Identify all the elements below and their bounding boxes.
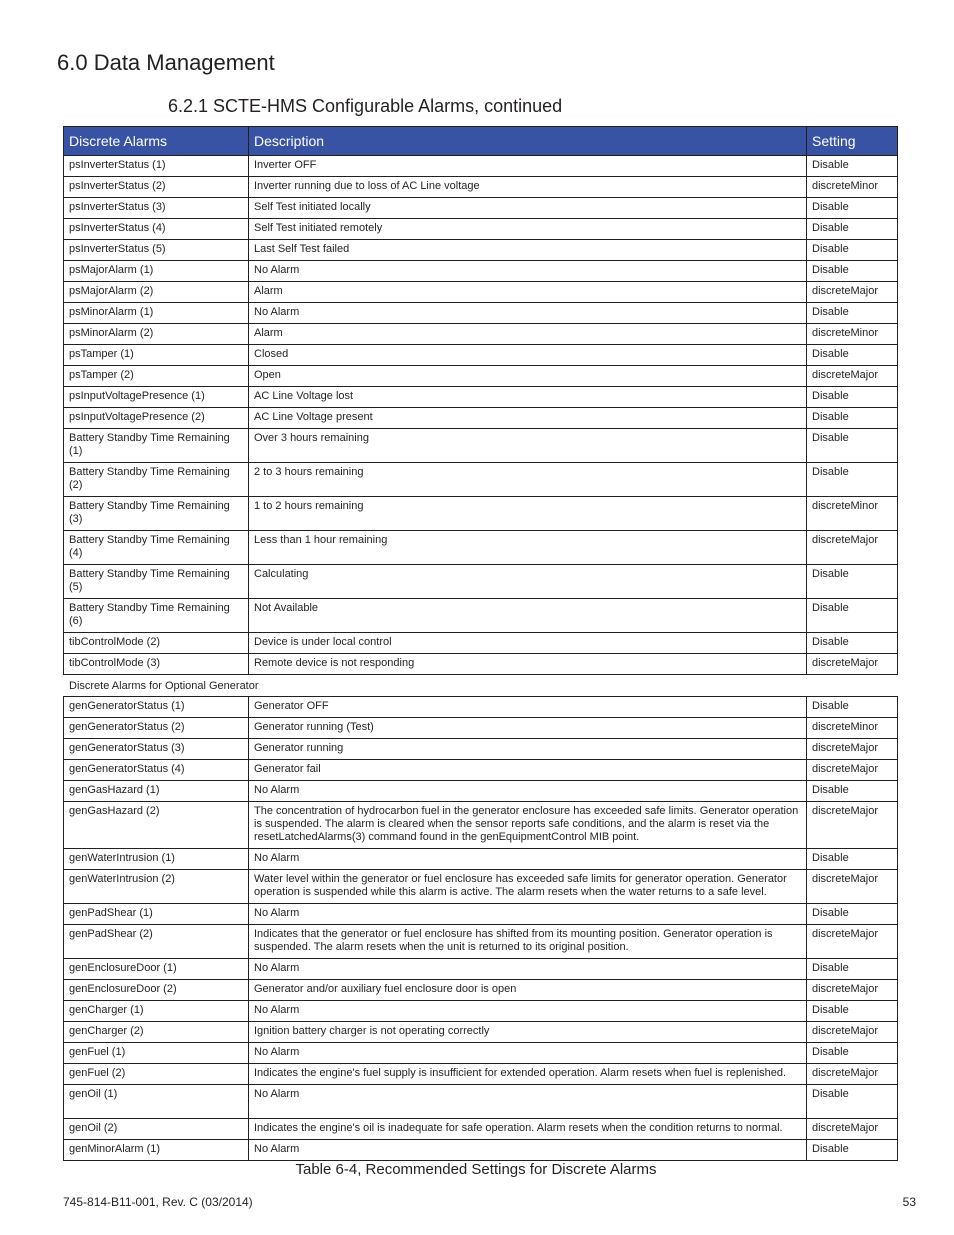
setting-cell: discreteMajor (807, 282, 898, 303)
table-row (64, 261, 898, 282)
alarm-name-cell: psInverterStatus (1) (64, 156, 249, 177)
table-row (64, 718, 898, 739)
setting-cell: Disable (807, 156, 898, 177)
setting-cell: Disable (807, 633, 898, 654)
alarm-name-cell: genEnclosureDoor (1) (64, 959, 249, 980)
alarm-name-cell: psInverterStatus (3) (64, 198, 249, 219)
alarm-name-cell: psMinorAlarm (2) (64, 324, 249, 345)
table-row (64, 1022, 898, 1043)
description-cell: 2 to 3 hours remaining (249, 463, 807, 497)
table-row (64, 802, 898, 849)
description-cell: Water level within the generator or fuel enclosure has exceeded safe limits for generator operation. Generator operation is suspended while this alarm is active. The alarm resets when the water returns to a safe level. (249, 870, 807, 904)
table-row (64, 1001, 898, 1022)
description-cell: The concentration of hydrocarbon fuel in the generator enclosure has exceeded safe limits. Generator operation is suspended. The alarm is cleared when the sensor reports safe conditions, and the alarm is reset via the resetLatchedAlarms(3) command found in the genEquipmentControl MIB point. (249, 802, 807, 849)
alarm-name-cell: psTamper (2) (64, 366, 249, 387)
setting-cell: Disable (807, 904, 898, 925)
description-cell: Indicates that the generator or fuel enclosure has shifted from its mounting position. Generator operation is suspended. The alarm resets when the unit is returned to its original position. (249, 925, 807, 959)
table-row (64, 925, 898, 959)
alarm-name-cell: psInputVoltagePresence (2) (64, 408, 249, 429)
description-cell: Indicates the engine's oil is inadequate for safe operation. Alarm resets when the condition returns to normal. (249, 1119, 807, 1140)
setting-cell: Disable (807, 261, 898, 282)
table-row (64, 1140, 898, 1161)
table-row (64, 366, 898, 387)
setting-cell: discreteMajor (807, 925, 898, 959)
alarm-name-cell: Battery Standby Time Remaining (2) (64, 463, 249, 497)
table-row (64, 463, 898, 497)
footer-page-number: 53 (902, 1195, 916, 1209)
alarm-name-cell: genGasHazard (2) (64, 802, 249, 849)
alarm-name-cell: genGeneratorStatus (3) (64, 739, 249, 760)
setting-cell: Disable (807, 849, 898, 870)
table-row (64, 429, 898, 463)
alarm-name-cell: genCharger (1) (64, 1001, 249, 1022)
table-row (64, 345, 898, 366)
table-row (64, 198, 898, 219)
description-cell: Generator running (249, 739, 807, 760)
table-caption: Table 6-4, Recommended Settings for Discrete Alarms (295, 1161, 657, 1178)
alarm-name-cell: psMajorAlarm (2) (64, 282, 249, 303)
setting-cell: discreteMajor (807, 654, 898, 675)
table-row (64, 959, 898, 980)
alarm-name-cell: genEnclosureDoor (2) (64, 980, 249, 1001)
alarm-name-cell: Battery Standby Time Remaining (1) (64, 429, 249, 463)
table-row (64, 1085, 898, 1119)
description-cell: No Alarm (249, 849, 807, 870)
description-cell: No Alarm (249, 303, 807, 324)
description-cell: Calculating (249, 565, 807, 599)
alarm-name-cell: psMinorAlarm (1) (64, 303, 249, 324)
table-row (64, 177, 898, 198)
alarm-name-cell: genCharger (2) (64, 1022, 249, 1043)
alarm-name-cell: genGeneratorStatus (4) (64, 760, 249, 781)
table-row (64, 870, 898, 904)
description-cell: 1 to 2 hours remaining (249, 497, 807, 531)
alarm-name-cell: genFuel (2) (64, 1064, 249, 1085)
generator-alarms-table (63, 696, 898, 1161)
discrete-alarms-table (63, 126, 898, 675)
footer-doc-number: 745-814-B11-001, Rev. C (03/2014) (63, 1195, 253, 1209)
alarm-name-cell: Battery Standby Time Remaining (5) (64, 565, 249, 599)
table-row (64, 565, 898, 599)
description-cell: Self Test initiated locally (249, 198, 807, 219)
setting-cell: Disable (807, 1043, 898, 1064)
alarm-name-cell: genPadShear (2) (64, 925, 249, 959)
alarm-name-cell: genOil (2) (64, 1119, 249, 1140)
setting-cell: discreteMajor (807, 1022, 898, 1043)
table-row (64, 739, 898, 760)
setting-cell: Disable (807, 387, 898, 408)
setting-cell: Disable (807, 429, 898, 463)
alarm-name-cell: Battery Standby Time Remaining (3) (64, 497, 249, 531)
description-cell: No Alarm (249, 1085, 807, 1119)
alarm-name-cell: psTamper (1) (64, 345, 249, 366)
setting-cell: discreteMinor (807, 497, 898, 531)
description-cell: Self Test initiated remotely (249, 219, 807, 240)
setting-cell: discreteMajor (807, 366, 898, 387)
setting-cell: discreteMajor (807, 1119, 898, 1140)
setting-cell: Disable (807, 198, 898, 219)
setting-cell: Disable (807, 959, 898, 980)
alarm-name-cell: psInverterStatus (5) (64, 240, 249, 261)
table-row (64, 531, 898, 565)
alarm-name-cell: genGeneratorStatus (2) (64, 718, 249, 739)
setting-cell: Disable (807, 697, 898, 718)
table-row (64, 633, 898, 654)
description-cell: Open (249, 366, 807, 387)
alarm-name-cell: genOil (1) (64, 1085, 249, 1119)
description-cell: Indicates the engine's fuel supply is insufficient for extended operation. Alarm resets when fuel is replenished. (249, 1064, 807, 1085)
description-cell: Closed (249, 345, 807, 366)
setting-cell: Disable (807, 599, 898, 633)
alarm-name-cell: Battery Standby Time Remaining (4) (64, 531, 249, 565)
setting-cell: Disable (807, 303, 898, 324)
table-row (64, 156, 898, 177)
setting-cell: discreteMajor (807, 531, 898, 565)
alarm-name-cell: genWaterIntrusion (2) (64, 870, 249, 904)
description-cell: Generator running (Test) (249, 718, 807, 739)
setting-cell: discreteMajor (807, 870, 898, 904)
table-row (64, 324, 898, 345)
setting-cell: Disable (807, 565, 898, 599)
description-cell: No Alarm (249, 904, 807, 925)
description-cell: Device is under local control (249, 633, 807, 654)
alarm-name-cell: tibControlMode (3) (64, 654, 249, 675)
description-cell: Less than 1 hour remaining (249, 531, 807, 565)
description-cell: Ignition battery charger is not operating correctly (249, 1022, 807, 1043)
table-row (64, 282, 898, 303)
table-row (64, 1064, 898, 1085)
column-header-setting: Setting (807, 127, 898, 156)
description-cell: No Alarm (249, 1001, 807, 1022)
setting-cell: Disable (807, 781, 898, 802)
description-cell: Remote device is not responding (249, 654, 807, 675)
description-cell: Alarm (249, 324, 807, 345)
alarm-name-cell: psInputVoltagePresence (1) (64, 387, 249, 408)
column-header-description: Description (249, 127, 807, 156)
setting-cell: discreteMajor (807, 760, 898, 781)
setting-cell: Disable (807, 408, 898, 429)
table-row (64, 497, 898, 531)
table-row (64, 1119, 898, 1140)
alarm-name-cell: tibControlMode (2) (64, 633, 249, 654)
alarm-name-cell: psInverterStatus (4) (64, 219, 249, 240)
alarm-name-cell: Battery Standby Time Remaining (6) (64, 599, 249, 633)
table-row (64, 980, 898, 1001)
description-cell: Generator and/or auxiliary fuel enclosure door is open (249, 980, 807, 1001)
description-cell: AC Line Voltage present (249, 408, 807, 429)
table-row (64, 303, 898, 324)
setting-cell: Disable (807, 219, 898, 240)
alarm-name-cell: genWaterIntrusion (1) (64, 849, 249, 870)
description-cell: Not Available (249, 599, 807, 633)
generator-alarms-body (64, 697, 898, 1161)
description-cell: Alarm (249, 282, 807, 303)
description-cell: No Alarm (249, 1043, 807, 1064)
table-row (64, 697, 898, 718)
setting-cell: discreteMajor (807, 739, 898, 760)
table-row (64, 904, 898, 925)
setting-cell: Disable (807, 463, 898, 497)
discrete-alarms-body (64, 156, 898, 675)
description-cell: Last Self Test failed (249, 240, 807, 261)
table-row (64, 408, 898, 429)
setting-cell: Disable (807, 345, 898, 366)
description-cell: No Alarm (249, 781, 807, 802)
table-header-row (64, 127, 898, 156)
setting-cell: discreteMinor (807, 177, 898, 198)
description-cell: No Alarm (249, 1140, 807, 1161)
alarm-name-cell: genFuel (1) (64, 1043, 249, 1064)
setting-cell: Disable (807, 1085, 898, 1119)
setting-cell: discreteMinor (807, 324, 898, 345)
description-cell: Inverter running due to loss of AC Line voltage (249, 177, 807, 198)
alarm-name-cell: genMinorAlarm (1) (64, 1140, 249, 1161)
alarm-name-cell: genGeneratorStatus (1) (64, 697, 249, 718)
table-row (64, 760, 898, 781)
table-row (64, 849, 898, 870)
table-row (64, 240, 898, 261)
setting-cell: Disable (807, 1140, 898, 1161)
description-cell: Over 3 hours remaining (249, 429, 807, 463)
alarm-name-cell: psInverterStatus (2) (64, 177, 249, 198)
column-header-discrete-alarms: Discrete Alarms (64, 127, 249, 156)
setting-cell: discreteMajor (807, 802, 898, 849)
setting-cell: discreteMinor (807, 718, 898, 739)
page-title: 6.0 Data Management (57, 50, 275, 75)
description-cell: Generator OFF (249, 697, 807, 718)
alarm-name-cell: genPadShear (1) (64, 904, 249, 925)
optional-generator-caption: Discrete Alarms for Optional Generator (69, 680, 259, 692)
alarm-name-cell: genGasHazard (1) (64, 781, 249, 802)
description-cell: No Alarm (249, 261, 807, 282)
setting-cell: discreteMajor (807, 980, 898, 1001)
table-row (64, 219, 898, 240)
table-row (64, 654, 898, 675)
table-row (64, 1043, 898, 1064)
setting-cell: Disable (807, 1001, 898, 1022)
description-cell: AC Line Voltage lost (249, 387, 807, 408)
description-cell: Inverter OFF (249, 156, 807, 177)
alarm-name-cell: psMajorAlarm (1) (64, 261, 249, 282)
setting-cell: discreteMajor (807, 1064, 898, 1085)
table-row (64, 781, 898, 802)
setting-cell: Disable (807, 240, 898, 261)
section-title: 6.2.1 SCTE-HMS Configurable Alarms, continued (168, 96, 563, 116)
table-row (64, 387, 898, 408)
table-row (64, 599, 898, 633)
description-cell: Generator fail (249, 760, 807, 781)
description-cell: No Alarm (249, 959, 807, 980)
